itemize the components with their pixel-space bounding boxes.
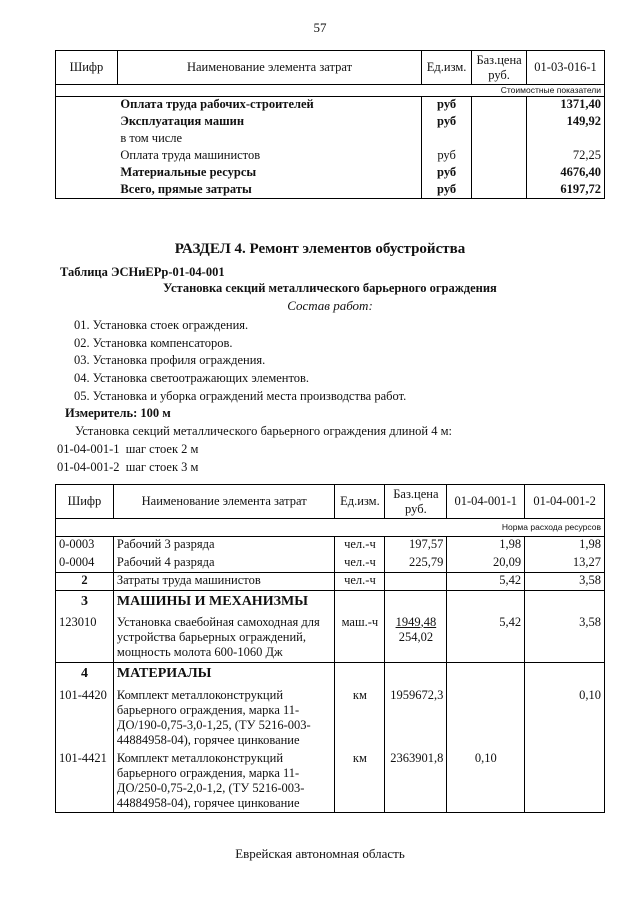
- install-desc: Установка секций металлического барьерного ограждения длиной 4 м:: [75, 424, 453, 438]
- table-row: [56, 165, 605, 182]
- section-code: 3: [56, 591, 114, 613]
- row-name: Оплата труда машинистов: [120, 147, 261, 162]
- row-price: [385, 573, 447, 591]
- table-code: Таблица ЭСНиЕРр-01-04-001: [60, 265, 225, 279]
- table-row: [56, 97, 605, 114]
- row-name: Оплата труда рабочих-строителей: [120, 97, 314, 111]
- row-value: 72,25: [527, 148, 605, 165]
- resource-table-header: [56, 485, 605, 519]
- row-unit: руб: [422, 114, 472, 131]
- table-row: [56, 555, 605, 573]
- header-code: Шифр: [56, 51, 118, 85]
- row-price: 225,79: [385, 555, 447, 573]
- row-v2: 3,58: [525, 573, 605, 591]
- section-row: [56, 663, 605, 685]
- row-v1: 20,09: [447, 555, 525, 573]
- row-unit: руб: [422, 97, 472, 114]
- row-value: 6197,72: [527, 182, 605, 199]
- header-code: Шифр: [56, 485, 114, 519]
- row-v1: 5,42: [447, 573, 525, 591]
- row-v1: [447, 685, 525, 749]
- row-name: Комплект металлоконструкций барьерного ограждения, марка 11-ДО/190-0,75-3,0-1,25, (ТУ 5216-003-44884958-04), горячее цинкование: [113, 685, 335, 749]
- variant-desc: шаг стоек 2 м: [125, 442, 199, 456]
- row-value: 4676,40: [527, 165, 605, 182]
- table-row: [56, 131, 605, 148]
- row-name: Рабочий 4 разряда: [113, 555, 335, 573]
- row-code: 101-4420: [56, 685, 114, 749]
- row-name: Материальные ресурсы: [120, 164, 257, 179]
- header-variant-1: 01-04-001-1: [447, 485, 525, 519]
- row-name: Затраты труда машинистов: [113, 573, 335, 591]
- table-row: [56, 182, 605, 199]
- row-unit: руб: [422, 148, 472, 165]
- variant-1: [57, 442, 198, 457]
- row-v2: 3,58: [525, 613, 605, 663]
- resource-table: [55, 484, 605, 813]
- work-item: 01. Установка стоек ограждения.: [74, 318, 249, 332]
- table-row: [56, 573, 605, 591]
- row-price: 1959672,3: [385, 685, 447, 749]
- row-code: 123010: [56, 613, 114, 663]
- price-total: 1949,48: [395, 614, 437, 629]
- row-price: [385, 613, 447, 663]
- row-unit: чел.-ч: [335, 573, 385, 591]
- table-row: [56, 148, 605, 165]
- subheader: Стоимостные показатели: [56, 85, 605, 97]
- header-unit: Ед.изм.: [335, 485, 385, 519]
- variant-desc: шаг стоек 3 м: [125, 460, 199, 474]
- row-unit: руб: [422, 182, 472, 199]
- section-name: МАТЕРИАЛЫ: [113, 663, 335, 685]
- work-item: 05. Установка и уборка ограждений места производства работ.: [74, 389, 407, 403]
- subheader: Норма расхода ресурсов: [56, 519, 605, 537]
- row-name: Рабочий 3 разряда: [113, 537, 335, 555]
- row-code: 0-0003: [56, 537, 114, 555]
- row-v1: 5,42: [447, 613, 525, 663]
- row-price: 2363901,8: [385, 749, 447, 813]
- table-row: [56, 114, 605, 131]
- variant-code: 01-04-001-2: [57, 460, 120, 474]
- row-name: Установка сваебойная самоходная для устройства барьерных ограждений, мощность молота 600-1060 Дж: [113, 613, 335, 663]
- work-item: 04. Установка светоотражающих элементов.: [74, 371, 310, 385]
- header-variant-2: 01-04-001-2: [525, 485, 605, 519]
- work-heading: Состав работ:: [287, 298, 373, 313]
- header-price: Баз.цена руб.: [472, 51, 527, 85]
- section-name: МАШИНЫ И МЕХАНИЗМЫ: [113, 591, 335, 613]
- table-title: Установка секций металлического барьерного ограждения: [163, 281, 497, 295]
- row-unit: км: [335, 685, 385, 749]
- header-name: Наименование элемента затрат: [113, 485, 335, 519]
- header-code-col: 01-03-016-1: [527, 51, 605, 85]
- table-row: [56, 613, 605, 663]
- row-v1: 1,98: [447, 537, 525, 555]
- header-price: Баз.цена руб.: [385, 485, 447, 519]
- cost-table-header: [56, 51, 605, 85]
- row-value: 149,92: [527, 114, 605, 131]
- row-code: 2: [56, 573, 114, 591]
- header-unit: Ед.изм.: [422, 51, 472, 85]
- variant-code: 01-04-001-1: [57, 442, 120, 456]
- section-row: [56, 591, 605, 613]
- row-value: 1371,40: [527, 97, 605, 114]
- row-price: 197,57: [385, 537, 447, 555]
- row-name: Эксплуатация машин: [120, 113, 245, 128]
- meter: Измеритель: 100 м: [65, 406, 171, 420]
- row-v2: 13,27: [525, 555, 605, 573]
- row-unit: чел.-ч: [335, 537, 385, 555]
- row-name: Всего, прямые затраты: [117, 182, 421, 199]
- section-title: РАЗДЕЛ 4. Ремонт элементов обустройства: [174, 241, 466, 257]
- row-code: 0-0004: [56, 555, 114, 573]
- footer-region: Еврейская автономная область: [235, 846, 405, 861]
- row-unit: км: [335, 749, 385, 813]
- page-number: 57: [313, 20, 327, 35]
- work-item: 02. Установка компенсаторов.: [74, 336, 233, 350]
- section-code: 4: [56, 663, 114, 685]
- row-v2: 1,98: [525, 537, 605, 555]
- cost-table: [55, 50, 605, 199]
- table-row: [56, 749, 605, 813]
- row-unit: руб: [422, 165, 472, 182]
- row-v1: 0,10: [447, 749, 525, 813]
- row-name: Комплект металлоконструкций барьерного ограждения, марка 11-ДО/250-0,75-2,0-1,2, (ТУ 5216-003-44884958-04), горячее цинкование: [113, 749, 335, 813]
- table-row: [56, 537, 605, 555]
- row-unit: маш.-ч: [335, 613, 385, 663]
- row-unit: чел.-ч: [335, 555, 385, 573]
- row-v2: 0,10: [525, 685, 605, 749]
- row-name: в том числе: [120, 130, 183, 145]
- table-row: [56, 685, 605, 749]
- row-v2: [525, 749, 605, 813]
- header-name: Наименование элемента затрат: [117, 51, 421, 85]
- row-code: 101-4421: [56, 749, 114, 813]
- price-wage: 254,02: [398, 629, 434, 644]
- work-item: 03. Установка профиля ограждения.: [74, 353, 266, 367]
- variant-2: [57, 460, 198, 475]
